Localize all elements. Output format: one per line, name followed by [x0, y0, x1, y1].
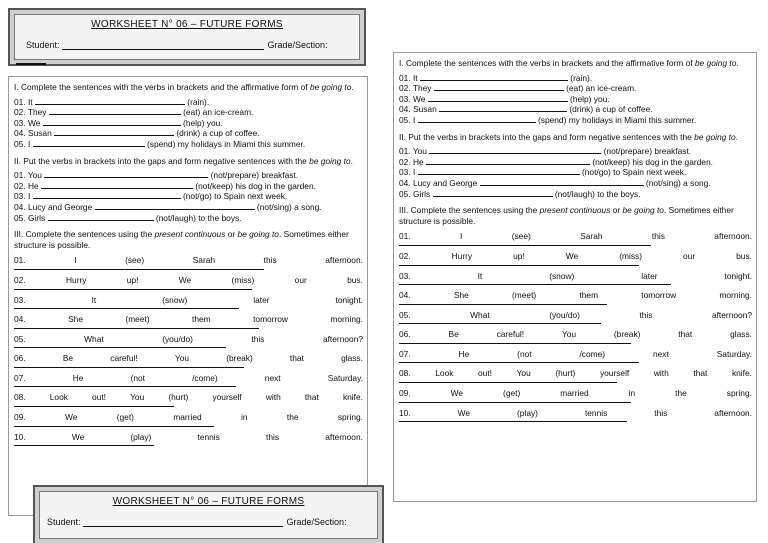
item-hint: (eat) an ice-cream.: [563, 83, 637, 94]
exercise-item: [14, 255, 363, 270]
item-word: He: [72, 372, 84, 383]
answer-blank[interactable]: [433, 189, 553, 197]
item-word: up!: [513, 250, 525, 261]
item-word: (miss): [231, 274, 255, 285]
exercise-item: [399, 157, 752, 168]
item-word: tennis: [197, 431, 220, 442]
item-word: What: [84, 333, 104, 344]
section2-instruction: II. Put the verbs in brackets into the gaps and form negative sentences with the be going to.: [399, 131, 738, 142]
item-word: out!: [92, 392, 106, 403]
item-word: You: [561, 329, 577, 340]
item-number: 01.: [14, 96, 28, 107]
answer-line[interactable]: [399, 420, 627, 422]
item-number: 02.: [399, 250, 411, 261]
item-word: that: [289, 353, 304, 364]
item-lead: They: [27, 107, 49, 118]
item-lead: I: [412, 114, 418, 125]
section3-instruction: III. Complete the sentences using the present continuous or be going to. Sometimes either structure is possible.: [14, 229, 349, 250]
item-word: that: [693, 368, 708, 379]
exercise-item: [14, 432, 363, 447]
item-number: 09.: [14, 412, 26, 423]
item-word: tomorrow: [253, 314, 288, 325]
worksheet-page-right: [393, 52, 757, 502]
item-lead: Lucy and George: [27, 201, 95, 212]
item-word: next: [264, 372, 281, 383]
item-word: married: [560, 388, 589, 399]
item-word: He: [458, 348, 470, 359]
item-word: spring.: [337, 412, 363, 423]
item-word: afternoon.: [714, 407, 752, 418]
item-word: yourself: [599, 368, 630, 379]
item-hint: (not/laugh) to the boys.: [153, 212, 242, 223]
item-word: (snow): [162, 294, 188, 305]
item-number: 09.: [399, 388, 411, 399]
section1-instruction: I. Complete the sentences with the verbs in brackets and the affirmative form of be going to.: [14, 82, 354, 92]
answer-line[interactable]: [14, 307, 239, 309]
item-number: 06.: [399, 329, 411, 340]
section1-instruction: I. Complete the sentences with the verbs in brackets and the affirmative form of be going to.: [399, 58, 739, 68]
item-word: (see): [511, 231, 531, 242]
item-hint: (not/keep) his dog in the garden.: [193, 180, 316, 191]
item-word: tonight.: [724, 270, 752, 281]
item-word: We: [457, 407, 471, 418]
item-word: bus.: [347, 274, 363, 285]
item-lead: You: [27, 170, 45, 181]
item-word: glass.: [730, 329, 752, 340]
item-lead: It: [27, 96, 35, 107]
exercise-item: [14, 202, 363, 213]
exercise-item: [399, 189, 752, 200]
student-label: Student:: [26, 40, 60, 50]
exercise-item: [14, 128, 363, 139]
exercise-item: [399, 251, 752, 266]
item-lead: I: [27, 138, 33, 149]
item-word: up!: [126, 274, 139, 285]
answer-blank[interactable]: [49, 107, 181, 115]
answer-blank[interactable]: [41, 181, 193, 189]
grade-section-label: Grade/Section:: [267, 40, 328, 50]
item-word: Be: [448, 329, 459, 340]
item-number: 02.: [399, 156, 413, 167]
item-word: this: [263, 255, 277, 266]
item-word: careful!: [496, 329, 525, 340]
answer-line[interactable]: [14, 346, 226, 348]
item-word: glass.: [341, 353, 363, 364]
item-word: later: [641, 270, 658, 281]
item-hint: (not/go) to Spain next week.: [180, 191, 288, 202]
item-word: (break): [613, 329, 641, 340]
exercise-item: [14, 107, 363, 118]
item-number: 01.: [14, 170, 28, 181]
item-word: /come): [579, 348, 606, 359]
item-number: 05.: [14, 333, 26, 344]
item-number: 05.: [14, 212, 28, 223]
item-hint: (help) you.: [567, 93, 610, 104]
item-word: married: [173, 412, 202, 423]
item-hint: (not/sing) a song.: [643, 177, 711, 188]
exercise-item: [399, 368, 752, 383]
item-word: in: [628, 388, 636, 399]
exercise-item: [14, 392, 363, 407]
item-word: She: [68, 314, 83, 325]
item-number: 04.: [14, 314, 26, 325]
exercise-item: [14, 334, 363, 349]
item-word: We: [178, 274, 192, 285]
item-word: knife.: [731, 368, 752, 379]
item-word: (break): [226, 353, 253, 364]
answer-blank[interactable]: [420, 73, 568, 81]
item-word: You: [516, 368, 531, 379]
item-word: I: [460, 231, 463, 242]
answer-line[interactable]: [399, 244, 651, 246]
exercise-item: [14, 373, 363, 388]
item-lead: Susan: [412, 104, 440, 115]
item-word: Hurry: [65, 274, 87, 285]
item-word: with: [653, 368, 669, 379]
item-word: (play): [130, 431, 152, 442]
item-word: (not: [517, 348, 532, 359]
answer-line[interactable]: [399, 303, 607, 305]
item-word: I: [74, 255, 77, 266]
answer-blank[interactable]: [44, 170, 208, 178]
item-lead: We: [412, 93, 428, 104]
item-word: morning.: [330, 314, 363, 325]
item-number: 06.: [14, 353, 26, 364]
exercise-item: [14, 314, 363, 329]
item-number: 07.: [14, 372, 26, 383]
item-lead: I: [27, 191, 33, 202]
item-word: (miss): [619, 250, 643, 261]
answer-line[interactable]: [399, 342, 631, 344]
item-lead: Girls: [412, 188, 433, 199]
exercise-item: [399, 310, 752, 325]
exercise-item: [14, 181, 363, 192]
item-number: 01.: [399, 72, 413, 83]
exercise-item: [399, 73, 752, 84]
item-number: 03.: [14, 117, 28, 128]
item-word: Look: [435, 368, 454, 379]
item-number: 08.: [14, 392, 26, 403]
item-word: next: [652, 348, 669, 359]
item-number: 04.: [14, 128, 28, 139]
item-hint: (not/keep) his dog in the garden.: [590, 156, 713, 167]
exercise-item: [399, 115, 752, 126]
item-word: afternoon?: [711, 309, 752, 320]
item-hint: (spend) my holidays in Miami this summer.: [535, 114, 697, 125]
item-number: 03.: [399, 167, 413, 178]
item-word: Look: [49, 392, 68, 403]
item-lead: He: [27, 180, 42, 191]
item-word: We: [71, 431, 85, 442]
exercise-item: [399, 83, 752, 94]
item-hint: (drink) a cup of coffee.: [567, 104, 653, 115]
item-word: Sarah: [580, 231, 603, 242]
section2-instruction: II. Put the verbs in brackets into the gaps and form negative sentences with the be going to.: [14, 155, 353, 166]
item-number: 04.: [399, 104, 413, 115]
item-word: Sarah: [192, 255, 216, 266]
item-number: 04.: [14, 201, 28, 212]
item-word: later: [253, 294, 270, 305]
answer-blank[interactable]: [418, 115, 536, 123]
item-hint: (not/prepare) breakfast.: [208, 170, 299, 181]
item-word: (snow): [549, 270, 575, 281]
item-word: that: [304, 392, 319, 403]
exercise-item: [399, 94, 752, 105]
worksheet-page-left: [8, 76, 368, 516]
item-word: You: [130, 392, 145, 403]
item-lead: Susan: [27, 128, 55, 139]
exercise-item: [399, 408, 752, 423]
item-word: with: [265, 392, 281, 403]
item-lead: It: [412, 72, 420, 83]
item-word: knife.: [342, 392, 363, 403]
answer-line[interactable]: [399, 283, 671, 285]
item-word: (get): [503, 388, 521, 399]
answer-line[interactable]: [399, 322, 601, 324]
item-lead: I: [412, 167, 418, 178]
item-word: tonight.: [335, 294, 363, 305]
item-hint: (not/sing) a song.: [254, 201, 322, 212]
item-word: tomorrow: [641, 290, 677, 301]
item-number: 07.: [399, 348, 411, 359]
item-lead: Girls: [27, 212, 48, 223]
item-lead: You: [412, 146, 430, 157]
item-lead: They: [412, 83, 434, 94]
item-number: 04.: [399, 290, 411, 301]
item-number: 01.: [399, 231, 411, 242]
exercise-item: [399, 104, 752, 115]
answer-blank[interactable]: [429, 146, 601, 154]
item-word: this: [639, 309, 653, 320]
exercise-item: [399, 349, 752, 364]
exercise-item: [399, 290, 752, 305]
item-number: 05.: [399, 309, 411, 320]
answer-blank[interactable]: [434, 83, 564, 91]
item-word: the: [675, 388, 687, 399]
worksheet-title: WORKSHEET N° 06 – FUTURE FORMS: [112, 496, 305, 507]
answer-line[interactable]: [14, 405, 174, 407]
item-word: this: [654, 407, 668, 418]
item-number: 03.: [399, 93, 413, 104]
item-number: 02.: [14, 180, 28, 191]
answer-line[interactable]: [399, 401, 631, 403]
item-word: bus.: [736, 250, 752, 261]
exercise-item: [14, 412, 363, 427]
item-word: /come): [192, 372, 218, 383]
item-number: 05.: [399, 188, 413, 199]
item-word: Saturday.: [716, 348, 752, 359]
item-number: 02.: [14, 107, 28, 118]
grade-section-label: Grade/Section:: [286, 517, 347, 527]
exercise-item: [399, 329, 752, 344]
item-word: yourself: [212, 392, 242, 403]
answer-blank[interactable]: [43, 118, 181, 126]
item-number: 01.: [14, 255, 26, 266]
exercise-item: [399, 167, 752, 178]
item-lead: He: [412, 156, 427, 167]
item-word: It: [477, 270, 483, 281]
item-word: afternoon?: [322, 333, 363, 344]
answer-blank[interactable]: [428, 94, 568, 102]
item-word: (you/do): [162, 333, 193, 344]
item-word: the: [286, 412, 299, 423]
worksheet-header-top: [8, 8, 366, 66]
item-word: She: [453, 290, 469, 301]
answer-blank[interactable]: [426, 157, 590, 165]
item-word: them: [192, 314, 211, 325]
item-word: (see): [125, 255, 145, 266]
answer-blank[interactable]: [480, 178, 644, 186]
item-hint: (rain).: [567, 72, 593, 83]
item-word: You: [174, 353, 190, 364]
answer-line[interactable]: [399, 361, 639, 363]
student-name-field[interactable]: [83, 518, 283, 527]
item-word: them: [579, 290, 599, 301]
item-word: spring.: [726, 388, 752, 399]
item-word: this: [251, 333, 265, 344]
item-hint: (help) you.: [180, 117, 223, 128]
item-hint: (rain).: [184, 96, 210, 107]
answer-blank[interactable]: [439, 104, 567, 112]
item-number: 02.: [399, 83, 413, 94]
item-number: 02.: [14, 274, 26, 285]
item-number: 04.: [399, 177, 413, 188]
answer-blank[interactable]: [54, 128, 174, 136]
item-hint: (not/laugh) to the boys.: [552, 188, 641, 199]
item-word: our: [683, 250, 696, 261]
item-word: out!: [478, 368, 492, 379]
item-number: 10.: [14, 431, 26, 442]
item-number: 03.: [14, 191, 28, 202]
item-lead: Lucy and George: [412, 177, 480, 188]
exercise-item: [14, 139, 363, 150]
item-word: this: [266, 431, 280, 442]
answer-line[interactable]: [399, 381, 617, 383]
answer-blank[interactable]: [35, 97, 185, 105]
item-word: We: [64, 412, 78, 423]
exercise-item: [14, 191, 363, 202]
item-number: 05.: [399, 114, 413, 125]
exercise-item: [399, 271, 752, 286]
exercise-item: [14, 295, 363, 310]
item-word: (meet): [512, 290, 537, 301]
answer-line[interactable]: [399, 264, 639, 266]
exercise-item: [14, 97, 363, 108]
grade-underline-top: [16, 63, 46, 65]
item-hint: (not/go) to Spain next week.: [579, 167, 687, 178]
exercise-item: [14, 118, 363, 129]
student-name-field[interactable]: [62, 41, 264, 50]
item-word: our: [294, 274, 307, 285]
exercise-item: [14, 213, 363, 224]
exercise-item: [399, 231, 752, 246]
exercise-item: [399, 178, 752, 189]
answer-line[interactable]: [14, 327, 259, 329]
section3-instruction: III. Complete the sentences using the present continuous or be going to. Sometimes either structure is possible.: [399, 205, 734, 226]
exercise-item: [14, 170, 363, 181]
item-number: 03.: [399, 270, 411, 281]
item-word: (not: [130, 372, 145, 383]
answer-line[interactable]: [14, 366, 244, 368]
item-word: We: [450, 388, 464, 399]
item-hint: (eat) an ice-cream.: [180, 107, 254, 118]
item-word: afternoon.: [714, 231, 752, 242]
answer-blank[interactable]: [33, 139, 145, 147]
item-number: 08.: [399, 368, 411, 379]
item-word: (hurt): [555, 368, 576, 379]
item-word: that: [678, 329, 693, 340]
answer-line[interactable]: [14, 268, 264, 270]
item-hint: (not/prepare) breakfast.: [601, 146, 692, 157]
item-number: 10.: [399, 407, 411, 418]
item-word: afternoon.: [325, 255, 363, 266]
worksheet-header-bottom: [33, 485, 384, 543]
answer-blank[interactable]: [95, 202, 255, 210]
answer-line[interactable]: [14, 385, 236, 387]
item-hint: (spend) my holidays in Miami this summer.: [144, 138, 306, 149]
item-word: careful!: [110, 353, 138, 364]
item-number: 05.: [14, 138, 28, 149]
item-number: 01.: [399, 146, 413, 157]
item-word: in: [241, 412, 248, 423]
answer-blank[interactable]: [33, 191, 181, 199]
item-word: What: [470, 309, 490, 320]
item-word: this: [651, 231, 665, 242]
worksheet-title: WORKSHEET N° 06 – FUTURE FORMS: [91, 19, 283, 30]
answer-line[interactable]: [14, 288, 252, 290]
item-word: (you/do): [549, 309, 580, 320]
item-word: Be: [62, 353, 74, 364]
answer-blank[interactable]: [418, 167, 580, 175]
item-word: tennis: [584, 407, 608, 418]
item-word: (meet): [125, 314, 150, 325]
answer-blank[interactable]: [48, 213, 154, 221]
item-word: Saturday.: [327, 372, 363, 383]
item-number: 03.: [14, 294, 26, 305]
exercise-item: [399, 146, 752, 157]
exercise-item: [14, 353, 363, 368]
item-word: morning.: [719, 290, 752, 301]
exercise-item: [399, 388, 752, 403]
item-word: (hurt): [168, 392, 189, 403]
item-hint: (drink) a cup of coffee.: [174, 128, 260, 139]
item-word: It: [91, 294, 97, 305]
exercise-item: [14, 275, 363, 290]
item-word: (get): [116, 412, 134, 423]
item-word: We: [565, 250, 579, 261]
answer-line[interactable]: [14, 425, 214, 427]
item-lead: We: [27, 117, 43, 128]
item-word: Hurry: [451, 250, 473, 261]
student-label: Student:: [47, 517, 81, 527]
item-word: afternoon.: [325, 431, 363, 442]
answer-line[interactable]: [14, 444, 154, 446]
item-word: (play): [517, 407, 538, 418]
